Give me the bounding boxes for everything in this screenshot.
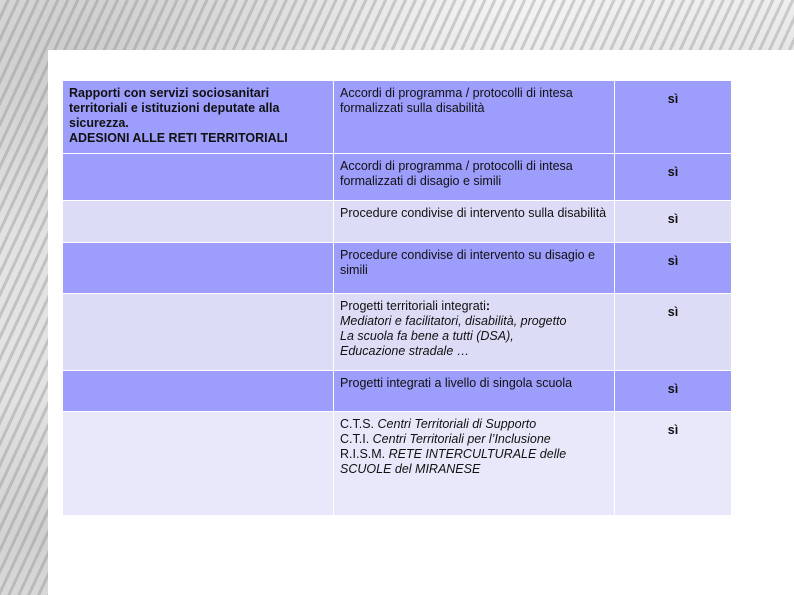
item-colon: :	[485, 299, 491, 313]
item-title: Progetti territoriali integrati	[340, 299, 486, 313]
empty-cell	[63, 412, 334, 516]
value-cell	[615, 243, 732, 294]
table-row	[63, 81, 732, 154]
value-label: sì	[667, 254, 679, 268]
empty-cell	[63, 371, 334, 412]
item-cell: Procedure condivise di intervento su disagio e simili	[334, 243, 615, 294]
value-label: sì	[667, 165, 679, 179]
item-abbr: R.I.S.M.	[340, 447, 389, 461]
item-cell: Procedure condivise di intervento sulla disabilità	[334, 201, 615, 243]
value-label: sì	[667, 305, 679, 319]
item-detail: Mediatori e facilitatori, disabilità, progetto	[340, 314, 567, 328]
value-label: sì	[667, 423, 679, 437]
item-cell: Accordi di programma / protocolli di intesa formalizzati sulla disabilità	[334, 81, 615, 154]
value-cell	[615, 154, 732, 201]
item-full: Centri Territoriali di Supporto	[377, 417, 537, 431]
item-abbr: C.T.S.	[340, 417, 378, 431]
table-row	[63, 243, 732, 294]
item-cell: Accordi di programma / protocolli di intesa formalizzati di disagio e simili	[334, 154, 615, 201]
table-row	[63, 154, 732, 201]
category-line: territoriali e istituzioni deputate alla	[69, 101, 280, 115]
category-line: Rapporti con servizi sociosanitari	[69, 86, 270, 100]
item-full: SCUOLE del MIRANESE	[340, 462, 481, 476]
item-abbr: C.T.I.	[340, 432, 373, 446]
value-cell	[615, 201, 732, 243]
table-row	[63, 294, 732, 371]
value-cell	[615, 371, 732, 412]
table-row	[63, 412, 732, 516]
table-row	[63, 371, 732, 412]
item-detail: Educazione stradale …	[340, 344, 470, 358]
category-line: sicurezza.	[69, 116, 129, 130]
value-label: sì	[667, 92, 679, 106]
network-table	[62, 80, 732, 516]
value-label: sì	[667, 212, 679, 226]
empty-cell	[63, 154, 334, 201]
value-cell	[615, 294, 732, 371]
value-cell	[615, 412, 732, 516]
empty-cell	[63, 243, 334, 294]
item-cell	[334, 294, 615, 371]
item-cell: Progetti integrati a livello di singola scuola	[334, 371, 615, 412]
item-detail: La scuola fa bene a tutti (DSA),	[340, 329, 514, 343]
value-cell	[615, 81, 732, 154]
category-subtitle: ADESIONI ALLE RETI TERRITORIALI	[69, 131, 288, 145]
empty-cell	[63, 294, 334, 371]
value-label: sì	[667, 382, 679, 396]
item-full: RETE INTERCULTURALE delle	[388, 447, 567, 461]
table-row	[63, 201, 732, 243]
item-cell	[334, 412, 615, 516]
item-full: Centri Territoriali per l’Inclusione	[372, 432, 551, 446]
category-cell	[63, 81, 334, 154]
empty-cell	[63, 201, 334, 243]
